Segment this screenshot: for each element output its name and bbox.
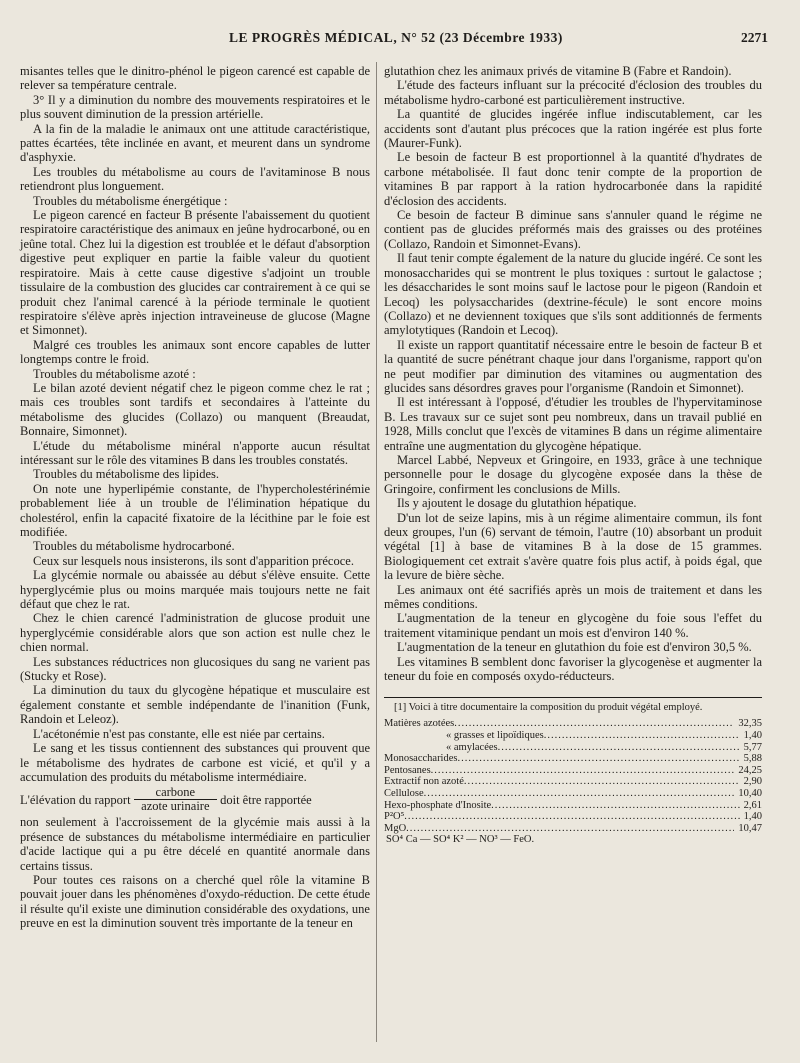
composition-value: 32,35: [738, 718, 762, 730]
paragraph: L'augmentation de la teneur en glycogène du foie sous l'effet du traitement vitaminique pendant un mois est d'environ 140 %.: [384, 611, 762, 640]
ratio-expression: [20, 786, 370, 813]
composition-label: Extractif non azoté: [384, 776, 464, 788]
composition-value: 1,40: [743, 730, 762, 742]
composition-row: [384, 776, 762, 788]
paragraph: Troubles du métabolisme des lipides.: [33, 467, 219, 482]
composition-row: [384, 800, 762, 812]
paragraph: Ce besoin de facteur B diminue sans s'annuler quand le régime ne contient pas de glucides préformés mais des graisses ou des protéines (Collazo, Randoin et Simonnet-Evans).: [384, 208, 762, 251]
composition-row: [384, 811, 762, 823]
paragraph: misantes telles que le dinitro-phénol le pigeon carencé est capable de relever sa température centrale.: [20, 64, 370, 93]
leader-dots: [457, 753, 739, 765]
fraction-numerator: carbone: [134, 786, 218, 800]
paragraph: On note une hyperlipémie constante, de l'hypercholestérinémie probablement liée à un trouble de l'élimination hépatique du cholestérol, enfin la capacité fixatoire de la lécithine par le foie est modifiée.: [20, 481, 370, 539]
composition-value: 5,77: [743, 741, 762, 753]
leader-dots: [498, 742, 740, 754]
composition-value: 2,61: [743, 799, 762, 811]
page-number: 2271: [741, 30, 768, 45]
composition-label: « grasses et lipoïdiques: [446, 730, 544, 742]
composition-label: MgO: [384, 822, 407, 834]
composition-value: 1,40: [743, 811, 762, 823]
column-divider: [376, 62, 377, 1042]
paragraph: Le besoin de facteur B est proportionnel à la quantité d'hydrates de carbone métabolisée. Il faut donc tenir compte de la proportion de vitamines B par rapport à la ration hydrocarbonée dans la rapidité d'éclosion des accidents.: [384, 150, 762, 208]
paragraph: Troubles du métabolisme hydrocarboné.: [33, 539, 235, 554]
paragraph: La glycémie normale ou abaissée au début s'élève ensuite. Cette hyperglycémie plus ou moins marquée mais toujours nette ne fait défaut que chez le rat.: [20, 568, 370, 612]
paragraph: D'un lot de seize lapins, mis à un régime alimentaire commun, ils font deux groupes, l'un (6) servant de témoin, l'autre (10) absorbant un produit végétal [1] à base de vitamines B à la dose de 15 grammes. Biologiquement cet extrait s'avère quatre fois plus actif, à poids égal, que la levure de bière sèche.: [384, 510, 762, 583]
leader-dots: [464, 776, 740, 788]
ratio-post-text: doit être rapportée: [220, 792, 312, 807]
paragraph: Le sang et les tissus contiennent des substances qui prouvent que le métabolisme des hydrates de carbone est vicié, et qu'il y a accumulation des produits du métabolisme intermédiaire.: [20, 741, 370, 784]
paragraph: Les animaux ont été sacrifiés après un mois de traitement et dans les mêmes conditions.: [384, 582, 762, 612]
paragraph: Ceux sur lesquels nous insisterons, ils sont d'apparition précoce.: [33, 553, 354, 568]
composition-value: 5,88: [743, 753, 762, 765]
leader-dots: [491, 800, 739, 812]
paragraph: A la fin de la maladie le animaux ont une attitude caractéristique, pattes écartées, tête inclinée en avant, et meurent dans un syndrome d'asphyxie.: [20, 121, 370, 165]
paragraph: 3° Il y a diminution du nombre des mouvements respiratoires et le plus souvent diminution de la pression artérielle.: [20, 92, 370, 122]
composition-label: Cellulose: [384, 788, 424, 800]
journal-title: LE PROGRÈS MÉDICAL, N° 52 (23 Décembre 1933): [229, 30, 563, 45]
fraction-denominator: azote urinaire: [141, 799, 210, 814]
paragraph: Il faut tenir compte également de la nature du glucide ingéré. Ce sont les monosaccharides qui se montrent le plus toxiques : surtout le galactose ; les désaccharides le sont moins sauf le lactose pour le pigeon (Randoin et Lecoq) les polysaccharides (dextrine-fécule) le sont encore moins (Collazo) et ne deviennent toxiques que s'ils sont additionnés de ferments amylotytiques (Randoin et Lecoq).: [384, 251, 762, 338]
footnote-intro: [1] Voici à titre documentaire la composition du produit végétal employé.: [394, 702, 703, 714]
carbon-nitrogen-fraction: [134, 786, 218, 813]
composition-label: P²O⁵: [384, 811, 405, 823]
leader-dots: [431, 765, 735, 777]
leader-dots: [454, 718, 734, 730]
paragraph: La quantité de glucides ingérée influe indiscutablement, car les accidents sont d'autant plus précoces que la ration ingérée est plus forte (Maurer-Funk).: [384, 107, 762, 151]
paragraph: La diminution du taux du glycogène hépatique et musculaire est également constante et semble indépendante de l'inanition (Funk, Randoin et Leleoz).: [20, 683, 370, 727]
paragraph: Troubles du métabolisme énergétique :: [33, 193, 228, 208]
paragraph: Les vitamines B semblent donc favoriser la glycogenèse et augmenter la teneur du foie en composés oxydo-réducteurs.: [384, 654, 762, 684]
paragraph: glutathion chez les animaux privés de vitamine B (Fabre et Randoin).: [384, 64, 732, 78]
paragraph: Malgré ces troubles les animaux sont encore capables de lutter longtemps contre le froid.: [20, 337, 370, 367]
paragraph: Pour toutes ces raisons on a cherché quel rôle la vitamine B pouvait jouer dans les phénomènes d'oxydo-réduction. De cette étude il résulte qu'il existe une diminution considérable des oxydations, une preuve en est la diminution souvent très importante de la teneur en: [20, 872, 370, 931]
composition-row: [384, 718, 762, 730]
page-header: [24, 30, 768, 52]
paragraph: Le pigeon carencé en facteur B présente l'abaissement du quotient respiratoire caractéristique des animaux en jeûne hydrocarboné, ou en jeûne total. Chez lui la digestion est troublée et le défaut d'absorption digestive peut expliquer en partie la faible valeur du quotient respiratoire. Mais à cette cause digestive s'adjoint un trouble tissulaire de la combustion des glucides car contrairement à ce qui se produit chez l'animal carencé à la période terminale le quotient respiratoire s'élève après injection intraveineuse de glucose (Magne et Simonnet).: [20, 208, 370, 338]
composition-label: Pentosanes: [384, 764, 431, 776]
composition-value: 10,40: [738, 788, 762, 800]
ratio-pre-text: L'élévation du rapport: [20, 792, 131, 807]
paragraph: Il est intéressant à l'opposé, d'étudier les troubles de l'hypervitaminose B. Les travaux sur ce sujet sont peu nombreux, dans un travail publié en 1928, Mills conclut que l'excès de vitamines B dans un régime alimentaire entraîne une augmentation du glycogène hépatique.: [384, 395, 762, 453]
composition-row: [384, 765, 762, 777]
composition-row: [384, 823, 762, 835]
paragraph: Les troubles du métabolisme au cours de l'avitaminose B nous retiendront plus longuement.: [20, 164, 370, 194]
leader-dots: [404, 811, 739, 823]
paragraph: Marcel Labbé, Nepveux et Gringoire, en 1933, grâce à une technique personnelle pour le dosage du glycogène exposée dans la thèse de Gringoire, confirment les conclusions de Mills.: [384, 452, 762, 496]
paragraph: Le bilan azoté devient négatif chez le pigeon comme chez le rat ; mais ces troubles sont tardifs et secondaires à l'atteinte du métabolisme des glucides (Collazo) ou manquent (Breaudat, Bonnaire, Simonnet).: [20, 380, 370, 439]
composition-row: [384, 753, 762, 765]
composition-label: Monosaccharides: [384, 753, 458, 765]
paragraph: Troubles du métabolisme azoté :: [33, 366, 196, 381]
paragraph: L'étude des facteurs influant sur la précocité d'éclosion des troubles du métabolisme hydro-carboné est particulièrement instructive.: [384, 78, 762, 107]
paragraph: non seulement à l'accroissement de la glycémie mais aussi à la présence de substances du métabolisme intermédiaire en particulier d'acide lactique qui a pu être décelé en quantité anormale dans certains tissus.: [20, 815, 370, 873]
paragraph: L'étude du métabolisme minéral n'apporte aucun résultat intéressant sur le rôle des vitamines B dans les troubles constatés.: [20, 438, 370, 467]
composition-value: 10,47: [738, 822, 762, 834]
composition-label: Matières azotées: [384, 718, 455, 730]
paragraph: Ils y ajoutent le dosage du glutathion hépatique.: [397, 496, 637, 511]
composition-row: [384, 730, 762, 742]
composition-label: Hexo-phosphate d'Inosite: [384, 799, 492, 811]
composition-label: « amylacées: [446, 741, 498, 753]
composition-value: 24,25: [738, 764, 762, 776]
footnote-mineral-line: SO⁴ Ca — SO⁴ K² — NO³ — FeO.: [386, 834, 535, 846]
leader-dots: [544, 730, 740, 742]
composition-row: [384, 742, 762, 754]
right-column: [384, 64, 762, 846]
footnote-rule: [384, 697, 762, 698]
paragraph: L'acétonémie n'est pas constante, elle est niée par certains.: [33, 726, 325, 741]
paragraph: Chez le chien carencé l'administration de glucose produit une hyperglycémie considérable alors que son action est nulle chez le chien normal.: [20, 611, 370, 655]
paragraph: Les substances réductrices non glucosiques du sang ne varient pas (Stucky et Rose).: [20, 654, 370, 684]
composition-row: [384, 788, 762, 800]
paragraph: L'augmentation de la teneur en glutathion du foie est d'environ 30,5 %.: [397, 640, 752, 655]
left-column: [20, 64, 370, 931]
leader-dots: [406, 823, 734, 835]
paragraph: Il existe un rapport quantitatif nécessaire entre le besoin de facteur B et la quantité de sucre pénétrant chaque jour dans l'organisme, rapport qu'on ne peut modifier par diminution des vitamines ou augmentation des glucides sans désordres graves pour l'organisme (Randoin et Simonnet).: [384, 337, 762, 395]
leader-dots: [424, 788, 735, 800]
composition-value: 2,90: [743, 776, 762, 788]
